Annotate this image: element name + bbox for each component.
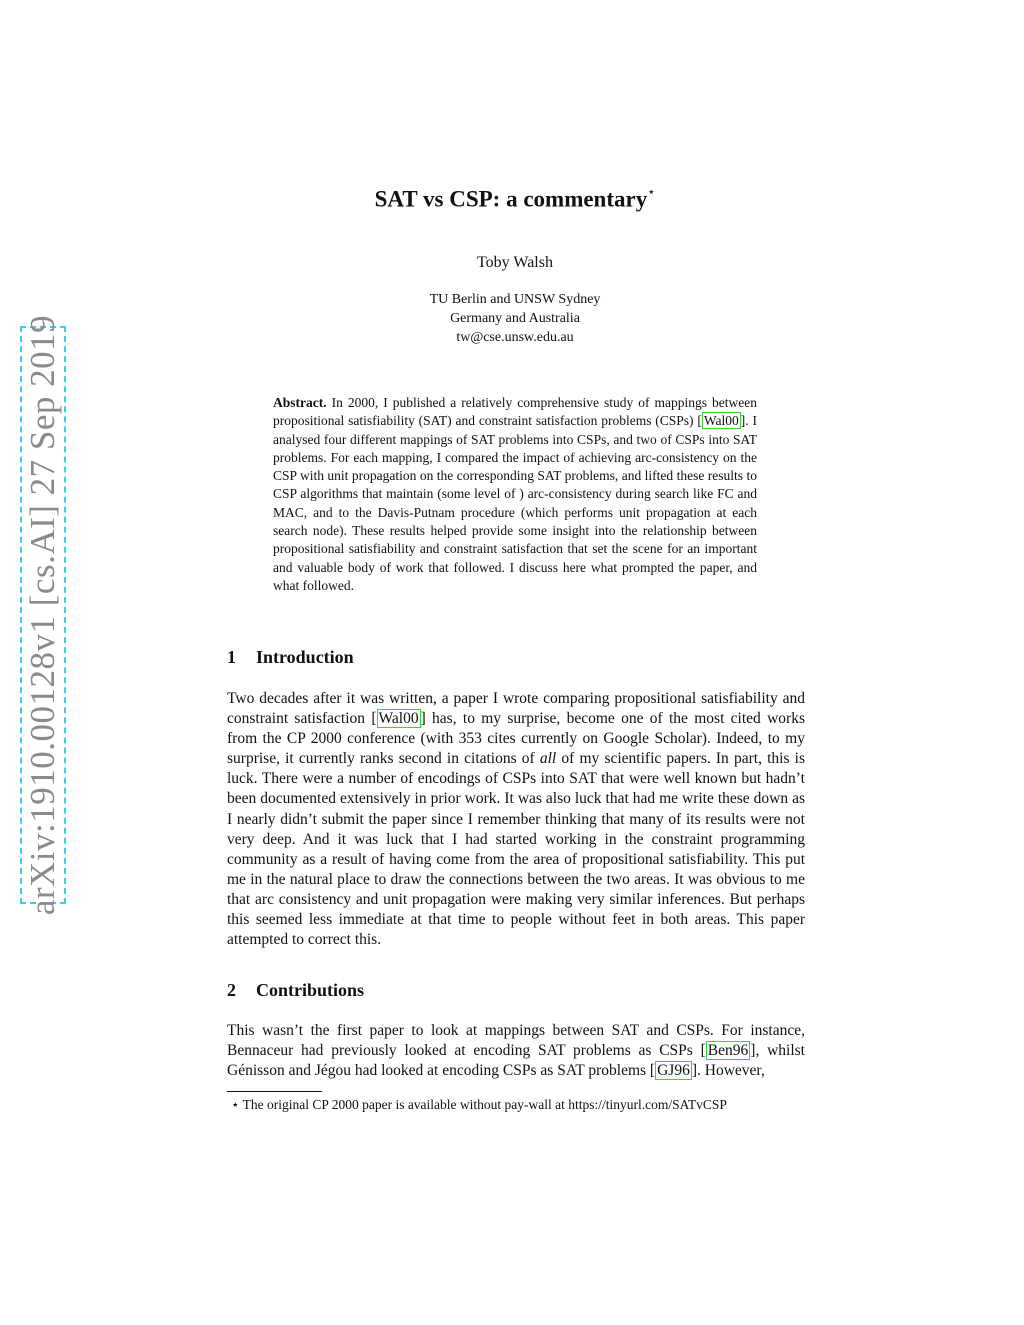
paragraph-text: This wasn’t the first paper to look at mappings between SAT and CSPs. For instance, Bennaceur had previously looked at encoding SAT problems as CSPs — [227, 1022, 805, 1060]
abstract-text: In 2000, I published a relatively comprehensive study of mappings between propositional satisfiability (SAT) and constraint satisfaction problems (CSPs) — [273, 395, 757, 429]
paragraph-text: . However, — [697, 1062, 765, 1080]
title-text: SAT vs CSP: a commentary — [374, 186, 648, 212]
introduction-paragraph: Two decades after it was written, a paper I wrote comparing propositional satisfiability and constraint satisfaction [ Wal00 ] has, to my surprise, become one of the most cited works from the CP 2000 conference (with 353 cites currently on Google Scholar). Indeed, to my surprise, it currently ranks second in citations of all of my scientific papers. In part, this is luck. There were a number of encodings of CSPs into SAT that were well known but hadn’t been documented extensively in prior work. It was also luck that had me write these down as I nearly didn’t submit the paper since I remember thinking that many of its results were not very deep. And it was luck that I had started working in the constraint programming community as a result of having come from the area of propositional satisfiability. This put me in the natural place to draw the connections between the two areas. It was obvious to me that arc consistency and unit propagation were making very similar inferences. But perhaps this seemed less immediate at that time to people without feet in both areas. This paper attempted to correct this. — [227, 690, 805, 949]
affiliation-institution: TU Berlin and UNSW Sydney — [429, 292, 601, 307]
paragraph-text: , whilst Génisson and Jégou had looked at encoding CSPs as SAT problems — [227, 1042, 805, 1080]
abstract-text: . I analysed four different mappings of SAT problems into CSPs, and two of CSPs into SAT problems. For each mapping, I compared the impact of achieving arc-consistency on the CSP with unit propagation on the corresponding SAT problems, and lifted these results to CSP algorithms that maintain (some level of ) arc-consistency during search like FC and MAC, and to the Davis-Putnam procedure (which performs unit propagation at each search node). These results helped provide some insight into the relationship between propositional satisfiability and constraint satisfaction that set the scene for an important and valuable body of work that followed. I discuss here what prompted the paper, and what followed. — [273, 413, 758, 593]
arxiv-id: arXiv:1910.00128v1 [cs.AI] 27 Sep 2019 — [23, 314, 62, 916]
paragraph-text: of my scientific papers. In part, this is luck. There were a number of encodings of CSPs into SAT that were well known but hadn’t been documented extensively in prior work. It was also luck that had me write these down as I nearly didn’t submit the paper since I remember thinking that many of its results were not very deep. And it was luck that I had started working in the constraint programming community as a result of having come from the area of propositional satisfiability. This put me in the natural place to draw the connections between the two areas. It was obvious to me that arc consistency and unit propagation were making very similar inferences. But perhaps this seemed less immediate at that time to people without feet in both areas. This paper attempted to correct this. — [227, 750, 805, 949]
footnote-mark: ⋆ — [231, 1097, 240, 1112]
section-title: Introduction — [256, 647, 354, 667]
paper-title — [0, 186, 1024, 213]
citation-link[interactable]: Ben96 — [707, 1042, 749, 1060]
section-number: 1 — [227, 647, 236, 667]
citation-link[interactable]: GJ96 — [657, 1062, 690, 1080]
arxiv-stamp — [20, 314, 66, 916]
footnote-divider — [227, 1091, 322, 1092]
affiliation-country: Germany and Australia — [450, 311, 580, 326]
section-heading-contributions — [227, 980, 364, 1001]
affiliation — [0, 290, 1024, 347]
citation-link[interactable]: Wal00 — [703, 413, 739, 429]
section-heading-introduction — [227, 647, 354, 668]
paragraph-text: has, to my surprise, become one of the most cited works from the CP 2000 conference (with 353 cites currently on Google Scholar). Indeed, to my surprise, it currently ranks second in citations of — [227, 710, 805, 768]
footnote-text: The original CP 2000 paper is available without pay-wall at https://tinyurl.com/SATvCSP — [242, 1097, 727, 1112]
author-name: Toby Walsh — [477, 254, 553, 271]
abstract: Abstract. In 2000, I published a relatively comprehensive study of mappings between propositional satisfiability (SAT) and constraint satisfaction problems (CSPs) [ Wal00 ]. I analysed four different mappings of SAT problems into CSPs, and two of CSPs into SAT problems. For each mapping, I compared the impact of achieving arc-consistency on the CSP with unit propagation on the corresponding SAT problems, and lifted these results to CSP algorithms that maintain (some level of ) arc-consistency during search like FC and MAC, and to the Davis-Putnam procedure (which performs unit propagation at each search node). These results helped provide some insight into the relationship between propositional satisfiability and constraint satisfaction that set the scene for an important and valuable body of work that followed. I discuss here what prompted the paper, and what followed. — [273, 395, 758, 593]
paragraph-text: Two decades after it was written, a paper I wrote comparing propositional satisfiability and constraint satisfaction — [227, 690, 805, 728]
emphasis-text: all — [539, 750, 557, 768]
citation-link[interactable]: Wal00 — [378, 710, 419, 728]
section-number: 2 — [227, 980, 236, 1000]
contributions-paragraph: This wasn’t the first paper to look at mappings between SAT and CSPs. For instance, Bennaceur had previously looked at encoding SAT problems as CSPs [ Ben96 ], whilst Génisson and Jégou had looked at encoding CSPs as SAT problems [ GJ96 ]. However, — [227, 1022, 805, 1080]
author-email: tw@cse.unsw.edu.au — [456, 330, 574, 345]
footnote — [231, 1097, 727, 1113]
title-footnote-mark: ⋆ — [647, 184, 656, 199]
section-title: Contributions — [256, 980, 365, 1000]
abstract-label: Abstract. — [273, 395, 327, 410]
